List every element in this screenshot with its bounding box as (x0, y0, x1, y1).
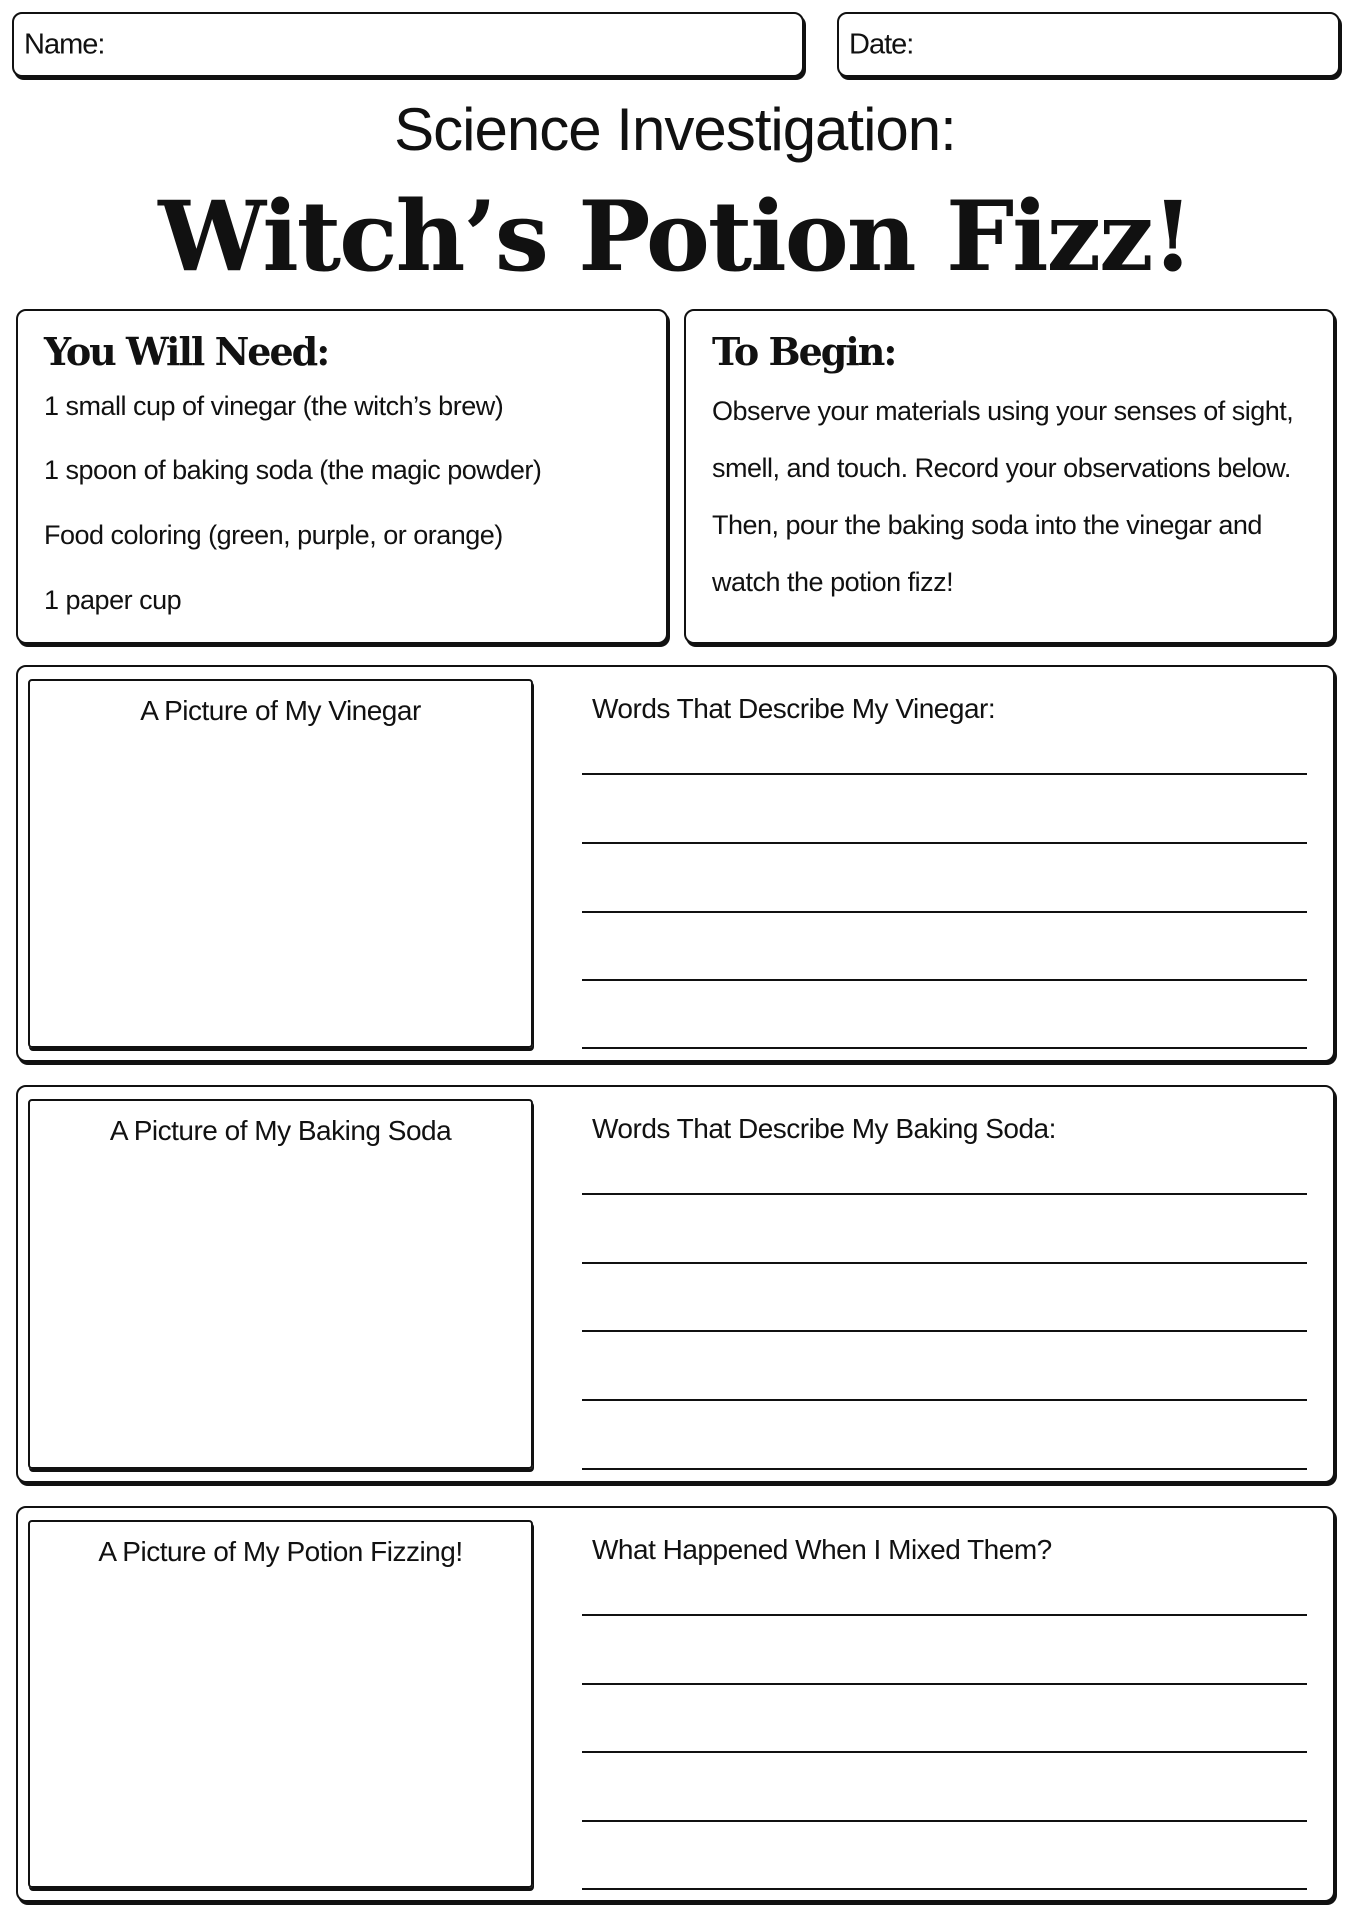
vinegar-drawing-area[interactable] (28, 679, 533, 1048)
writing-line[interactable] (582, 1468, 1307, 1470)
date-field[interactable] (837, 12, 1340, 77)
materials-panel (16, 309, 668, 644)
potion-section (16, 1506, 1335, 1902)
begin-heading: To Begin: (712, 329, 896, 374)
page-title: Witch’s Potion Fizz! (158, 180, 1192, 293)
words-label: Words That Describe My Vinegar: (592, 693, 996, 724)
begin-panel (684, 309, 1335, 644)
baking-soda-section (16, 1085, 1335, 1483)
date-label: Date: (849, 28, 914, 60)
writing-line[interactable] (582, 1683, 1307, 1685)
picture-label: A Picture of My Baking Soda (109, 1115, 452, 1146)
picture-label: A Picture of My Vinegar (140, 695, 421, 726)
material-item: 1 paper cup (44, 585, 182, 615)
material-item: 1 spoon of baking soda (the magic powder) (44, 455, 542, 485)
writing-line[interactable] (582, 911, 1307, 913)
writing-line[interactable] (582, 1751, 1307, 1753)
writing-line[interactable] (582, 773, 1307, 775)
writing-line[interactable] (582, 1193, 1307, 1195)
page-subtitle: Science Investigation: (394, 96, 956, 163)
vinegar-section (16, 665, 1335, 1062)
begin-instructions: Observe your materials using your senses of sight, smell, and touch. Record your observations below. Then, pour the baking soda into the vinegar and watch the potion fizz! (712, 396, 1294, 597)
words-label: Words That Describe My Baking Soda: (592, 1113, 1056, 1144)
potion-drawing-area[interactable] (28, 1520, 533, 1888)
writing-line[interactable] (582, 979, 1307, 981)
name-field[interactable] (12, 12, 804, 77)
material-item: 1 small cup of vinegar (the witch’s brew) (44, 391, 504, 421)
baking-soda-drawing-area[interactable] (28, 1099, 533, 1469)
writing-line[interactable] (582, 1262, 1307, 1264)
writing-line[interactable] (582, 1820, 1307, 1822)
words-label: What Happened When I Mixed Them? (592, 1534, 1052, 1565)
writing-line[interactable] (582, 1399, 1307, 1401)
writing-line[interactable] (582, 1614, 1307, 1616)
writing-line[interactable] (582, 1888, 1307, 1890)
name-label: Name: (24, 28, 105, 60)
material-item: Food coloring (green, purple, or orange) (44, 520, 503, 550)
materials-heading: You Will Need: (44, 329, 329, 374)
picture-label: A Picture of My Potion Fizzing! (98, 1536, 463, 1567)
writing-line[interactable] (582, 1047, 1307, 1049)
writing-line[interactable] (582, 842, 1307, 844)
writing-line[interactable] (582, 1330, 1307, 1332)
